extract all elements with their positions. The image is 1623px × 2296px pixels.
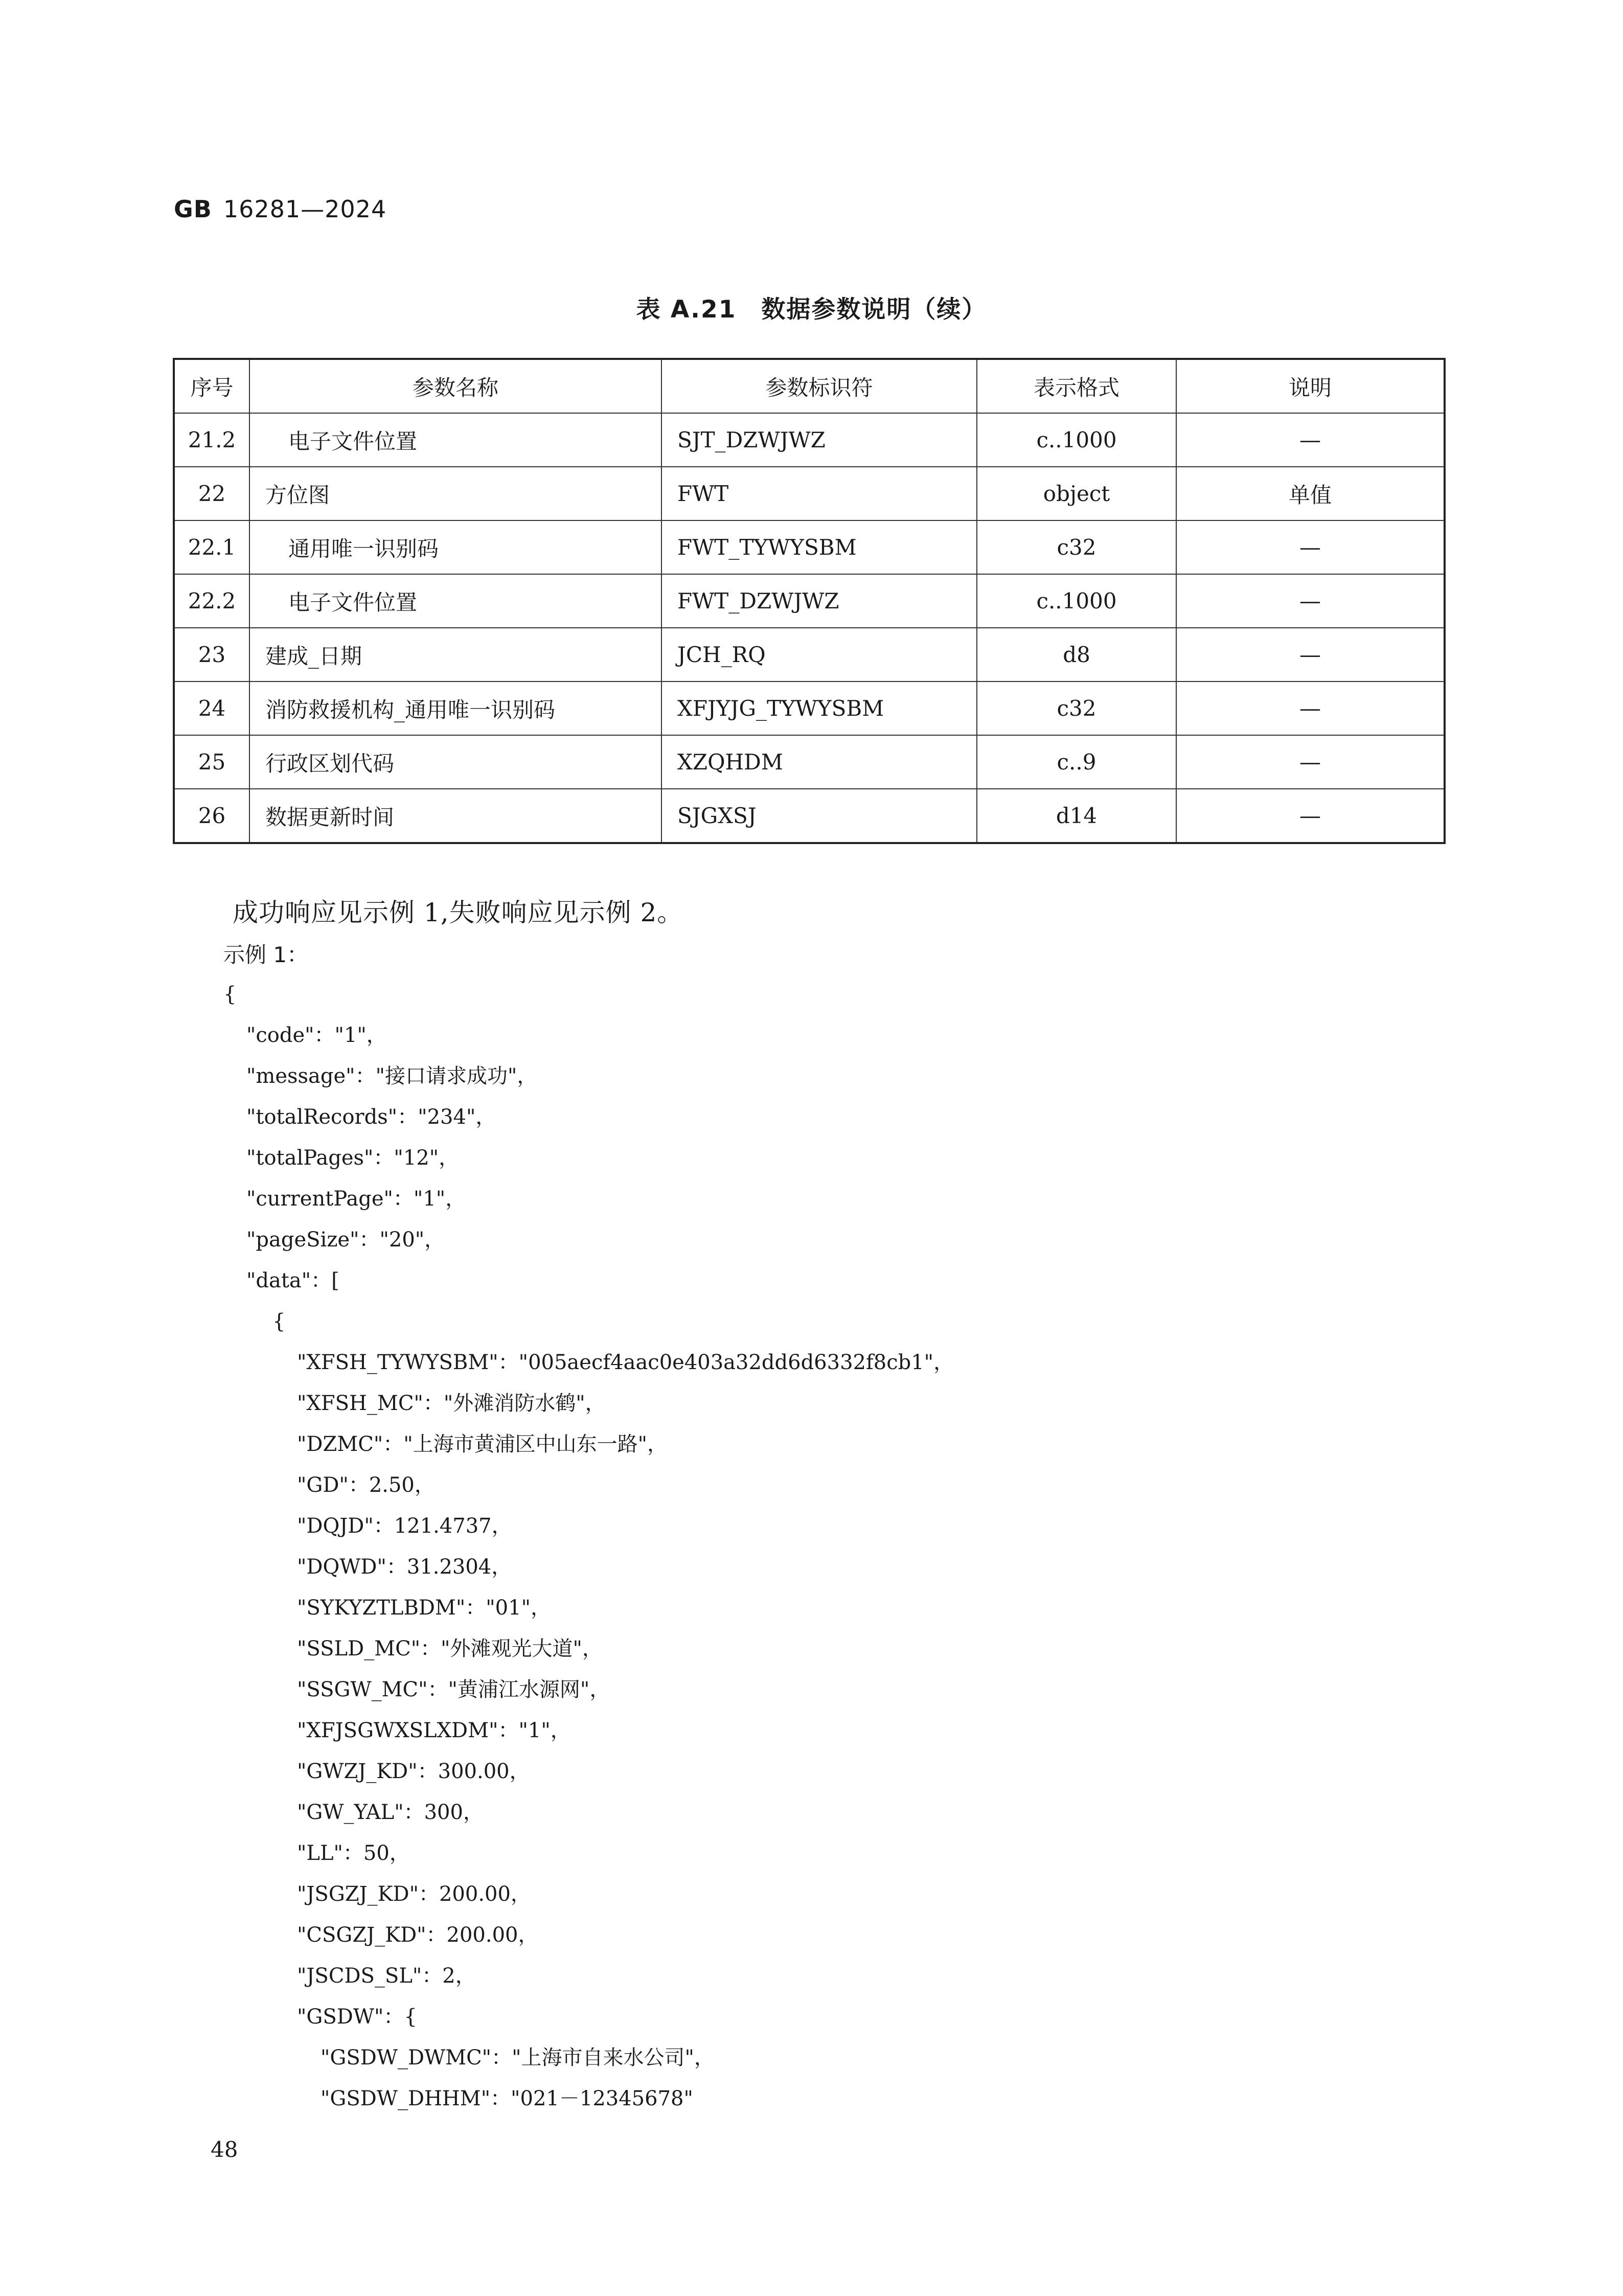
cell-name: 电子文件位置 [249,413,661,467]
table-row [174,681,1445,735]
page-number: 48 [211,2137,238,2162]
code-line: "CSGZJ_KD"：200.00， [297,1923,539,1947]
cell-id: SJGXSJ [661,789,977,843]
cell-name: 通用唯一识别码 [249,520,661,574]
code-line: "XFSH_TYWYSBM"："005aecf4aac0e403a32dd6d6332f8cb1"， [297,1351,954,1374]
code-line: "XFJSGWXSLXDM"："1"， [297,1719,571,1742]
code-line: "GSDW"：{ [297,2005,417,2029]
cell-id: FWT_TYWYSBM [661,520,977,574]
cell-description: — [1176,735,1445,789]
header-format: 表示格式 [977,359,1176,413]
code-line: "GWZJ_KD"：300.00， [297,1760,530,1783]
code-line: "JSGZJ_KD"：200.00， [297,1882,531,1906]
header-param-id: 参数标识符 [661,359,977,413]
cell-id: SJT_DZWJWZ [661,413,977,467]
table-row [174,574,1445,628]
code-line: "GSDW_DWMC"："上海市自来水公司"， [321,2046,715,2070]
code-line: "SSLD_MC"："外滩观光大道"， [297,1637,603,1661]
code-line: "DQWD"：31.2304， [297,1555,512,1579]
cell-description: — [1176,413,1445,467]
cell-id: FWT [661,467,977,520]
cell-name: 电子文件位置 [249,574,661,628]
code-line: "GSDW_DHHM"："021－12345678" [321,2087,693,2110]
cell-description: — [1176,574,1445,628]
cell-id-text: XZQHDM [677,749,783,775]
code-line: "JSCDS_SL"：2， [297,1964,476,1988]
cell-id: JCH_RQ [661,628,977,681]
cell-index: 26 [174,789,249,843]
example-label: 示例 1： [223,942,309,967]
table-row [174,789,1445,843]
code-line: "SYKYZTLBDM"："01"， [297,1596,551,1620]
cell-name: 消防救援机构_通用唯一识别码 [249,681,661,735]
cell-index: 22.2 [174,574,249,628]
cell-id [661,735,977,789]
table-header-row [174,359,1445,413]
cell-name: 行政区划代码 [249,735,661,789]
cell-format: d14 [977,789,1176,843]
cell-index: 21.2 [174,413,249,467]
intro-paragraph: 成功响应见示例 1,失败响应见示例 2。 [233,898,683,927]
table-row [174,467,1445,520]
cell-format: c..1000 [977,413,1176,467]
cell-format: object [977,467,1176,520]
code-line: "totalRecords"："234"， [246,1105,496,1129]
cell-description: 单值 [1176,467,1445,520]
cell-index: 22.1 [174,520,249,574]
cell-index: 22 [174,467,249,520]
table-row [174,735,1445,789]
code-line: "XFSH_MC"："外滩消防水鹤"， [297,1392,606,1415]
cell-id: XFJYJG_TYWYSBM [661,681,977,735]
cell-format: d8 [977,628,1176,681]
cell-index: 23 [174,628,249,681]
code-line: { [223,983,237,1006]
code-line: "GD"：2.50， [297,1473,435,1497]
code-line: { [272,1310,286,1333]
cell-format: c..9 [977,735,1176,789]
cell-index: 25 [174,735,249,789]
cell-description: — [1176,789,1445,843]
document-header [174,195,386,223]
cell-id: FWT_DZWJWZ [661,574,977,628]
cell-description: — [1176,628,1445,681]
table-row [174,628,1445,681]
code-line: "DQJD"：121.4737， [297,1514,512,1538]
code-line: "code"："1"， [246,1024,387,1047]
code-line: "currentPage"："1"， [246,1187,466,1211]
header-param-name: 参数名称 [249,359,661,413]
cell-name: 方位图 [249,467,661,520]
cell-format: c..1000 [977,574,1176,628]
cell-index: 24 [174,681,249,735]
parameter-table [173,358,1446,844]
code-line: "totalPages"："12"， [246,1146,460,1170]
header-index: 序号 [174,359,249,413]
table-row [174,413,1445,467]
cell-name: 数据更新时间 [249,789,661,843]
code-line: "pageSize"："20"， [246,1228,445,1252]
standard-number: 16281—2024 [223,195,387,223]
code-line: "LL"：50， [297,1842,410,1865]
code-line: "data"：[ [246,1269,339,1292]
code-line: "message"："接口请求成功"， [246,1064,538,1088]
header-description: 说明 [1176,359,1445,413]
table-caption: 表 A.21 数据参数说明（续） [636,295,987,324]
cell-format: c32 [977,520,1176,574]
cell-description: — [1176,520,1445,574]
code-line: "DZMC"："上海市黄浦区中山东一路"， [297,1433,668,1456]
code-line: "SSGW_MC"："黄浦江水源网"， [297,1678,610,1701]
standard-prefix: GB [174,195,212,223]
cell-format: c32 [977,681,1176,735]
table-row [174,520,1445,574]
cell-description: — [1176,681,1445,735]
code-line: "GW_YAL"：300， [297,1801,484,1824]
cell-name: 建成_日期 [249,628,661,681]
